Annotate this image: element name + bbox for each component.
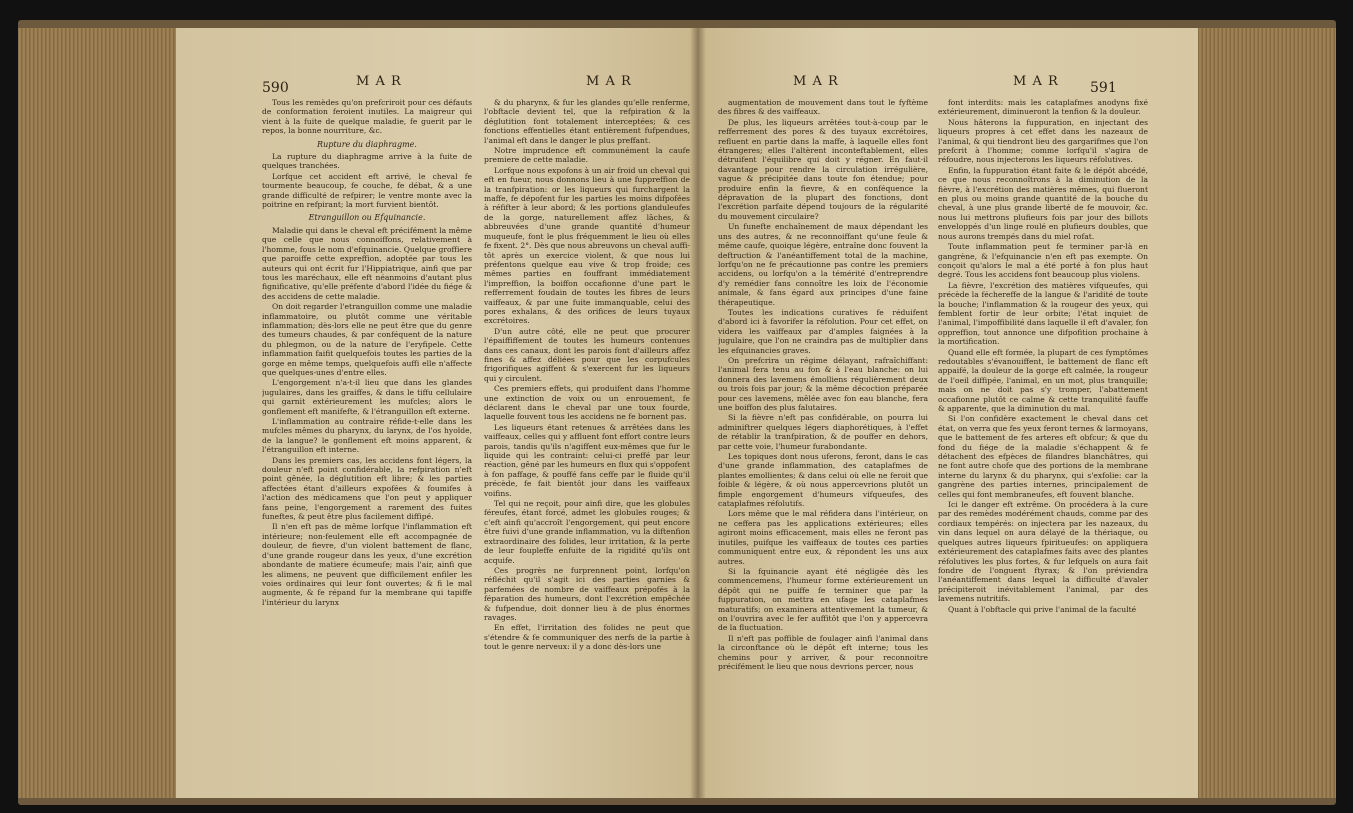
paragraph: La fièvre, l'excrétion des matières vifqueufes, qui précède la féchereffe de la langue & l'aridité de toute la bouche; l'inflammation & la rougeur des yeux, qui femblent fortir de leur orbite; l'état inquiet de l'animal, l'impoffibilité dans laquelle il eft d'avaler, fon oppreffion, tout annonce une difpofition prochaine à la mortification.: [938, 280, 1148, 347]
paragraph: Ici le danger eft extrême. On procédera à la cure par des remèdes modérément chauds, comme par des cordiaux tempérés: on injectera par les nazeaux, du vin dans lequel on aura délayé de la thériaque, ou quelques autres liqueurs fpiritueufes: on appliquera extérieurement des cataplafmes faits avec des plantes réfolutives les plus fortes, & fur lefquels on aura fait fondre de l'onguent ftyrax; & l'on préviendra l'anéantiffement dans lequel la difficulté d'avaler précipiteroit inévitablement l'animal, par des lavemens nutritifs.: [938, 500, 1148, 604]
left-header-2: M A R: [586, 74, 632, 89]
paragraph: & du pharynx, & fur les glandes qu'elle renferme, l'obftacle devient tel, que la refpiration & la déglutition font totalement interceptées; & ces fonctions effentielles étant entièrement fufpendues, l'animal eft dans le danger le plus preffant.: [484, 98, 690, 145]
paragraph: De plus, les liqueurs arrêtées tout-à-coup par le refferrement des pores & des tuyaux excrétoires, refluent en partie dans la maffe, à laquelle elles font étrangeres; elles l'altèrent inconteftablement, elles détruifent l'équilibre qui doit y régner. En faut-il davantage pour rendre la circulation irrégulière, vague & précipitée dans toute fon étendue; pour produire enfin la fievre, & en conféquence la dépravation de la plupart des fonctions, dont l'excrétion parfaite dépend toujours de la régularité du mouvement circulaire?: [718, 117, 928, 221]
paragraph: Un funefte enchaînement de maux dépendant les uns des autres, & ne reconnoiffant qu'une feule & même caufe, quoique légère, entraîne donc fouvent la deftruction & l'anéantiffement total de la machine, lorfqu'on ne fe précautionne pas contre les premiers accidens, ou lorfqu'on a la témérité d'entreprendre d'y remédier fans connoître les loix de l'économie animale, & fans égard aux principes d'une faine thérapeutique.: [718, 222, 928, 307]
paragraph: Lors même que le mal réfidera dans l'intérieur, on ne ceffera pas les applications extérieures; elles agiront moins efficacement, mais elles ne feront pas inutiles, puifque les vaiffeaux de toutes ces parties communiquent entre eux, & répondent les uns aux autres.: [718, 509, 928, 566]
paragraph: Maladie qui dans le cheval eft précifément la même que celle que nous connoiffons, relativement à l'homme, fous le nom d'efquinancie. Quelque groffiere que paroiffe cette expreffion, adoptée par tous les auteurs qui ont écrit fur l'Hippiatrique, ainfi que par tous les maréchaux, elle eft néanmoins d'autant plus fignificative, qu'elle préfente d'abord l'idée du fiége & des accidens de cette maladie.: [262, 225, 472, 301]
paragraph: Si la fièvre n'eft pas confidérable, on pourra lui adminiftrer quelques légers diaphorétiques, à l'effet de rétablir la tranfpiration, & de pouffer en dehors, par cette voie, l'humeur furabondante.: [718, 413, 928, 451]
paragraph: En effet, l'irritation des folides ne peut que s'étendre & fe communiquer des nerfs de la partie à tout le genre nerveux: il y a donc dès-lors une: [484, 623, 690, 652]
paragraph: Tous les remèdes qu'on prefcriroit pour ces défauts de conformation feroient inutiles. La maigreur qui vient à la fuite de quelque maladie, fe guerit par le repos, la bonne nourriture, &c.: [262, 98, 472, 136]
paragraph: La rupture du diaphragme arrive à la fuite de quelques tranchées.: [262, 152, 472, 171]
paragraph: Si la fquinancie ayant été négligée dès les commencemens, l'humeur forme extérieurement un dépôt qui ne puiffe fe terminer que par la fuppuration, on mettra en ufage les cataplafmes maturatifs; on examinera attentivement la tumeur, & on l'ouvrira avec le fer auffitôt que l'on y appercevra de la fluctuation.: [718, 566, 928, 633]
paragraph: Lorfque cet accident eft arrivé, le cheval fe tourmente beaucoup, fe couche, fe débat, & a une grande difficulté de refpirer; le ventre monte avec la poitrine en refpirant; la mort furvient bientôt.: [262, 171, 472, 210]
section-heading: Etranguillon ou Efquinancie.: [308, 213, 426, 223]
paragraph: Les liqueurs étant retenues & arrêtées dans les vaiffeaux, celles qui y affluent font effort contre leurs parois, tandis qu'ils n'agiffent eux-mêmes que fur le liquide qui les contraint: celui-ci preffé par leur réaction, gêné par les humeurs en flux qui s'oppofent à fon paffage, & pouffé fans ceffe par le fluide qu'il précède, fe fait bientôt jour dans les vaiffeaux voifins.: [484, 422, 690, 498]
right-header-2: M A R: [1013, 74, 1059, 89]
left-header-1: M A R: [356, 74, 402, 89]
left-page-edges: [18, 28, 178, 798]
paragraph: font interdits: mais les cataplafmes anodyns fixé extérieurement, diminueront la tenfion & la douleur.: [938, 98, 1148, 117]
left-column-2: [484, 98, 690, 788]
paragraph: On prefcrira un régime délayant, rafraîchiffant: l'animal fera tenu au fon & à l'eau blanche: on lui donnera des lavemens émolliens régulièrement deux ou trois fois par jour; & la même décoction préparée pour ces lavemens, mêlée avec fon eau blanche, fera une boiffon des plus falutaires.: [718, 355, 928, 412]
paragraph: Si l'on confidère exactement le cheval dans cet état, on verra que fes yeux feront ternes & larmoyans, que le battement de fes arteres eft obfcur; & que du fond du fiége de la maladie s'échappent & fe détachent des efpèces de filandres blanchâtres, qui ne font autre chofe que des portions de la membrane interne du larynx & du pharynx, qui s'exfolie: car la gangrène des parties internes, principalement de celles qui font membraneufes, eft fouvent blanche.: [938, 414, 1148, 499]
open-book: [18, 20, 1336, 805]
right-page-edges: [1198, 28, 1336, 798]
paragraph: Les topiques dont nous uferons, feront, dans le cas d'une grande inflammation, des cataplafmes de plantes emollientes; & dans celui où elle ne feroit que foible & légère, & où nous appercevrions plutôt un fimple engorgement d'humeurs vifqueufes, des cataplafmes réfolutifs.: [718, 452, 928, 509]
paragraph: Quand elle eft formée, la plupart de ces fymptômes redoutables s'évanouiffent, le battement de flanc eft appaifé, la douleur de la gorge eft calmée, la rougeur de l'oeil diffipée, l'animal, en un mot, plus tranquille; mais on ne doit pas s'y tromper, l'abattement occafionne plutôt ce calme & cette tranquilité fauffe & apparente, que la diminution du mal.: [938, 347, 1148, 413]
paragraph: Quant à l'obftacle qui prive l'animal de la faculté: [948, 604, 1137, 614]
paragraph: L'inflammation au contraire réfide-t-elle dans les mufcles mêmes du pharynx, du larynx, de l'os hyoïde, de la langue? le gonflement eft moins apparent, & l'étranguillon eft interne.: [262, 417, 472, 455]
left-folio: 590: [262, 80, 289, 96]
paragraph: L'engorgement n'a-t-il lieu que dans les glandes jugulaires, dans les graiffes, & dans le tiffu cellulaire qui garnit extérieurement les mufcles; alors le gonflement eft manifefte, & l'étranguillon eft externe.: [262, 378, 472, 416]
book-gutter: [690, 28, 706, 798]
right-column-2: [938, 98, 1148, 788]
paragraph: Il n'en eft pas de même lorfque l'inflammation eft intérieure; non-feulement elle eft accompagnée de douleur, de fievre, d'un violent battement de flanc, d'une grande rougeur dans les yeux, d'une excrétion abondante de matiere écumeufe; mais l'air, ainfi que les alimens, ne peuvent que difficilement enfiler les voies ordinaires qui leur font ouvertes; & fi le mal augmente, & fe répand fur la membrane qui tapiffe l'intérieur du larynx: [262, 522, 472, 607]
section-heading: Rupture du diaphragme.: [317, 139, 417, 149]
paragraph: Ces premiers effets, qui produifent dans l'homme une extinction de voix ou un enrouement, fe déclarent dans le cheval par une toux fourde, laquelle fouvent tous les accidens ne fe bornent pas.: [484, 384, 690, 422]
paragraph: On doit regarder l'etranguillon comme une maladie inflammatoire, ou plutôt comme une véritable inflammation; dès-lors elle ne peut être que du genre des tumeurs chaudes, & par conféquent de la nature du phlegmon, ou de la nature de l'eryfipele. Cette inflammation faifit quelquefois toutes les parties de la gorge en même temps, quelquefois auffi elle n'affecte que quelques-unes d'entre elles.: [262, 302, 472, 377]
paragraph: augmentation de mouvement dans tout le fyftème des fibres & des vaiffeaux.: [718, 98, 928, 117]
left-column-1: [262, 98, 472, 788]
paragraph: Toutes les indications curatives fe réduifent d'abord ici à favorifer la réfolution. Pour cet effet, on videra les vaiffeaux par d'amples faignées à la jugulaire, que l'on ne craindra pas de multiplier dans les efquinancies graves.: [718, 307, 928, 355]
paragraph: Notre imprudence eft communément la caufe premiere de cette maladie.: [484, 146, 690, 165]
paragraph: Il n'eft pas poffible de foulager ainfi l'animal dans la circonftance où le dépôt eft interne; tous les chemins pour y arriver, & pour reconnoitre précifément le lieu que nous devrions percer, nous: [718, 633, 928, 671]
left-page: [176, 28, 698, 798]
right-folio: 591: [1090, 80, 1117, 96]
paragraph: Lorfque nous expofons à un air froid un cheval qui eft en fueur, nous donnons lieu à une fuppreffion de la tranfpiration: or les liqueurs qui furchargent la maffe, fe dépofent fur les parties les moins difpofées à réfifter à leur abord; & les portions glanduleufes de la gorge, naturellement affez lâches, & abbreuvées d'une grande quantité d'humeur muqueufe, font le plus fréquemment le lieu où elles fe fixent. 2°. Dès que nous abreuvons un cheval auffi-tôt après un exercice violent, & que nous lui préfentons quelque eau vive & trop froide; ces mêmes parties en fouffrant immédiatement l'impreffion, la boiffon occafionne d'une part le refferrement foudain de toutes les fibres de leurs vaiffeaux, & par une fuite immanquable, celui des pores exhalans, & des orifices de leurs tuyaux excrétoires.: [484, 165, 690, 326]
paragraph: D'un autre côté, elle ne peut que procurer l'épaiffiffement de toutes les humeurs contenues dans ces canaux, dont les parois font d'ailleurs affez fines & affez déliées pour que les corpufcules frigorifiques agiffent & s'exercent fur les liqueurs qui y circulent.: [484, 326, 690, 383]
paragraph: Tel qui ne reçoit, pour ainfi dire, que les globules féreufes, étant forcé, admet les globules rouges; & c'eft ainfi qu'accroît l'engorgement, qui peut encore être fuivi d'une grande inflammation, vu la diftenfion extraordinaire des folides, leur irritation, & la perte de leur foupleffe enfuite de la rigidité qu'ils ont acquife.: [484, 499, 690, 565]
paragraph: Dans les premiers cas, les accidens font légers, la douleur n'eft point confidérable, la refpiration n'eft point gênée, la déglutition eft libre; & les parties affectées étant d'ailleurs expofées & foumifes à l'action des médicamens que l'on peut y appliquer fans peine, l'engorgement a rarement des fuites funeftes, & peut être plus facilement diffipé.: [262, 455, 472, 522]
paragraph: Toute inflammation peut fe terminer par-là en gangrène, & l'efquinancie n'en eft pas exempte. On conçoit qu'alors le mal a été porté à fon plus haut degré. Tous les accidens font beaucoup plus violens.: [938, 242, 1148, 280]
right-page: [698, 28, 1198, 798]
paragraph: Ces progrès ne furprennent point, lorfqu'on réfléchit qu'il s'agit ici des parties garnies & parfemées de nombre de vaiffeaux prépofés à la féparation des humeurs, dont l'excrétion empêchée & fufpendue, doit donner lieu à de plus énormes ravages.: [484, 565, 690, 622]
paragraph: Enfin, la fuppuration étant faite & le dépôt abcédé, ce que nous reconnoîtrons à la diminution de la fièvre, à l'excrétion des matières mêmes, qui flueront en plus ou moins grande quantité de la bouche du cheval, à une plus grande liberté de fe mouvoir, &c. nous lui mettrons plufieurs fois par jour des billots enveloppés d'un linge roulé en plufieurs doubles, que nous aurons trempés dans du miel rofat.: [938, 165, 1148, 241]
right-header-1: M A R: [793, 74, 839, 89]
paragraph: Nous hâterons la fuppuration, en injectant des liqueurs propres à cet effet dans les nazeaux de l'animal, & qui tiendront lieu des gargarifmes que l'on prefcrit à l'homme; comme lorfqu'il s'agira de réfoudre, nous injecterons les liqueurs réfolutives.: [938, 117, 1148, 165]
right-column-1: [718, 98, 928, 788]
